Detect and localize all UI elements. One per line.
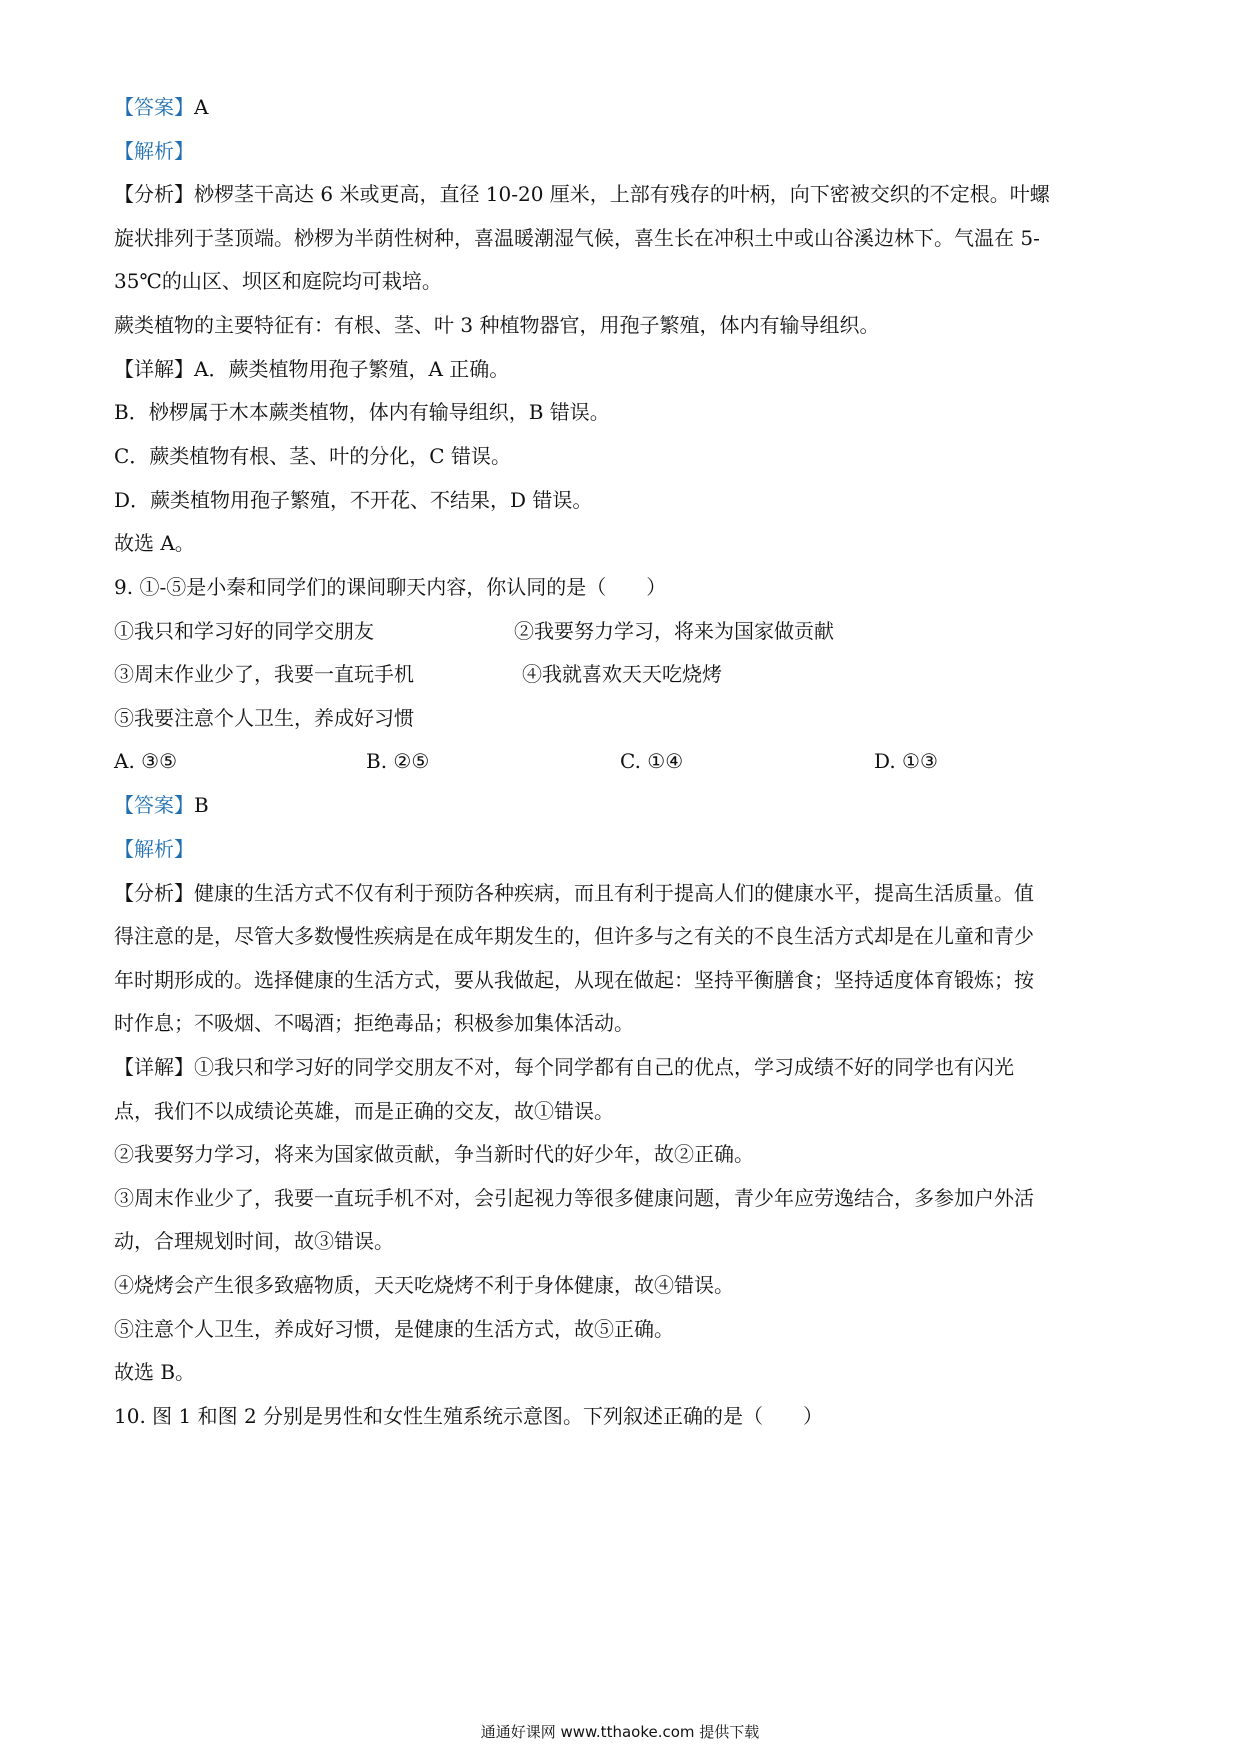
text: A．蕨类植物用孢子繁殖，A 正确。	[194, 357, 510, 381]
paragraph-line: 旋状排列于茎顶端。桫椤为半荫性树种，喜温暖潮湿气候，喜生长在冲积土中或山谷溪边林下。气温在 5-	[114, 226, 1040, 250]
analysis-heading	[114, 836, 1124, 862]
text: 桫椤茎干高达 6 米或更高，直径 10-20 厘米，上部有残存的叶柄，向下密被交织的不定根。叶螺	[194, 182, 1050, 206]
paragraph-line	[114, 356, 1124, 382]
fenxi-tag: 【分析】	[114, 881, 194, 905]
fenxi-tag: 【分析】	[114, 182, 194, 206]
statement-5: ⑤我要注意个人卫生，养成好习惯	[114, 706, 414, 730]
paragraph-line: 时作息；不吸烟、不喝酒；拒绝毒品；积极参加集体活动。	[114, 1011, 634, 1035]
paragraph-line	[114, 181, 1124, 207]
statement-row	[114, 618, 1124, 644]
paragraph-line: 点，我们不以成绩论英雄，而是正确的交友，故①错误。	[114, 1099, 614, 1123]
answer-value: B	[194, 793, 209, 817]
option-b: B. ②⑤	[366, 749, 430, 773]
answer-tag: 【答案】	[114, 95, 194, 119]
detail-tag: 【详解】	[114, 1055, 194, 1079]
answer-value: A	[194, 95, 209, 119]
analysis-tag: 【解析】	[114, 837, 194, 861]
footer-watermark: 通通好课网 www.tthaoke.com 提供下载	[480, 1723, 760, 1741]
detail-tag: 【详解】	[114, 357, 194, 381]
option-c: C. ①④	[620, 749, 684, 773]
statement-3: ③周末作业少了，我要一直玩手机	[114, 662, 414, 686]
paragraph-line: 35℃的山区、坝区和庭院均可栽培。	[114, 269, 442, 293]
question-stem: 10. 图 1 和图 2 分别是男性和女性生殖系统示意图。下列叙述正确的是（ ）	[114, 1404, 824, 1428]
text: ①我只和学习好的同学交朋友不对，每个同学都有自己的优点，学习成绩不好的同学也有闪光	[194, 1055, 1014, 1079]
paragraph-line: C．蕨类植物有根、茎、叶的分化，C 错误。	[114, 444, 511, 468]
paragraph-line: ②我要努力学习，将来为国家做贡献，争当新时代的好少年，故②正确。	[114, 1142, 754, 1166]
statement-4: ④我就喜欢天天吃烧烤	[522, 662, 722, 686]
statement-2: ②我要努力学习，将来为国家做贡献	[514, 619, 834, 643]
paragraph-line: 得注意的是，尽管大多数慢性疾病是在成年期发生的，但许多与之有关的不良生活方式却是在儿童和青少	[114, 924, 1034, 948]
conclusion-line: 故选 B。	[114, 1360, 196, 1384]
analysis-tag: 【解析】	[114, 139, 194, 163]
answer-line	[114, 792, 1124, 818]
paragraph-line: ③周末作业少了，我要一直玩手机不对，会引起视力等很多健康问题，青少年应劳逸结合，多参加户外活	[114, 1186, 1034, 1210]
statement-row	[114, 661, 1124, 687]
analysis-heading	[114, 138, 1124, 164]
paragraph-line: 年时期形成的。选择健康的生活方式，要从我做起，从现在做起：坚持平衡膳食；坚持适度体育锻炼；按	[114, 968, 1034, 992]
text: 健康的生活方式不仅有利于预防各种疾病，而且有利于提高人们的健康水平，提高生活质量。值	[194, 881, 1034, 905]
answer-tag: 【答案】	[114, 793, 194, 817]
paragraph-line: D．蕨类植物用孢子繁殖，不开花、不结果，D 错误。	[114, 488, 593, 512]
conclusion-line: 故选 A。	[114, 531, 195, 555]
paragraph-line: 蕨类植物的主要特征有：有根、茎、叶 3 种植物器官，用孢子繁殖，体内有输导组织。	[114, 313, 880, 337]
answer-line	[114, 94, 1124, 120]
option-d: D. ①③	[874, 749, 938, 773]
paragraph-line: ④烧烤会产生很多致癌物质，天天吃烧烤不利于身体健康，故④错误。	[114, 1273, 734, 1297]
paragraph-line: 动，合理规划时间，故③错误。	[114, 1229, 394, 1253]
question-stem: 9. ①-⑤是小秦和同学们的课间聊天内容，你认同的是（ ）	[114, 575, 667, 599]
paragraph-line: ⑤注意个人卫生，养成好习惯，是健康的生活方式，故⑤正确。	[114, 1317, 674, 1341]
option-a: A. ③⑤	[114, 749, 178, 773]
paragraph-line	[114, 1054, 1124, 1080]
paragraph-line	[114, 880, 1124, 906]
statement-1: ①我只和学习好的同学交朋友	[114, 619, 374, 643]
paragraph-line: B．桫椤属于木本蕨类植物，体内有输导组织，B 错误。	[114, 400, 610, 424]
